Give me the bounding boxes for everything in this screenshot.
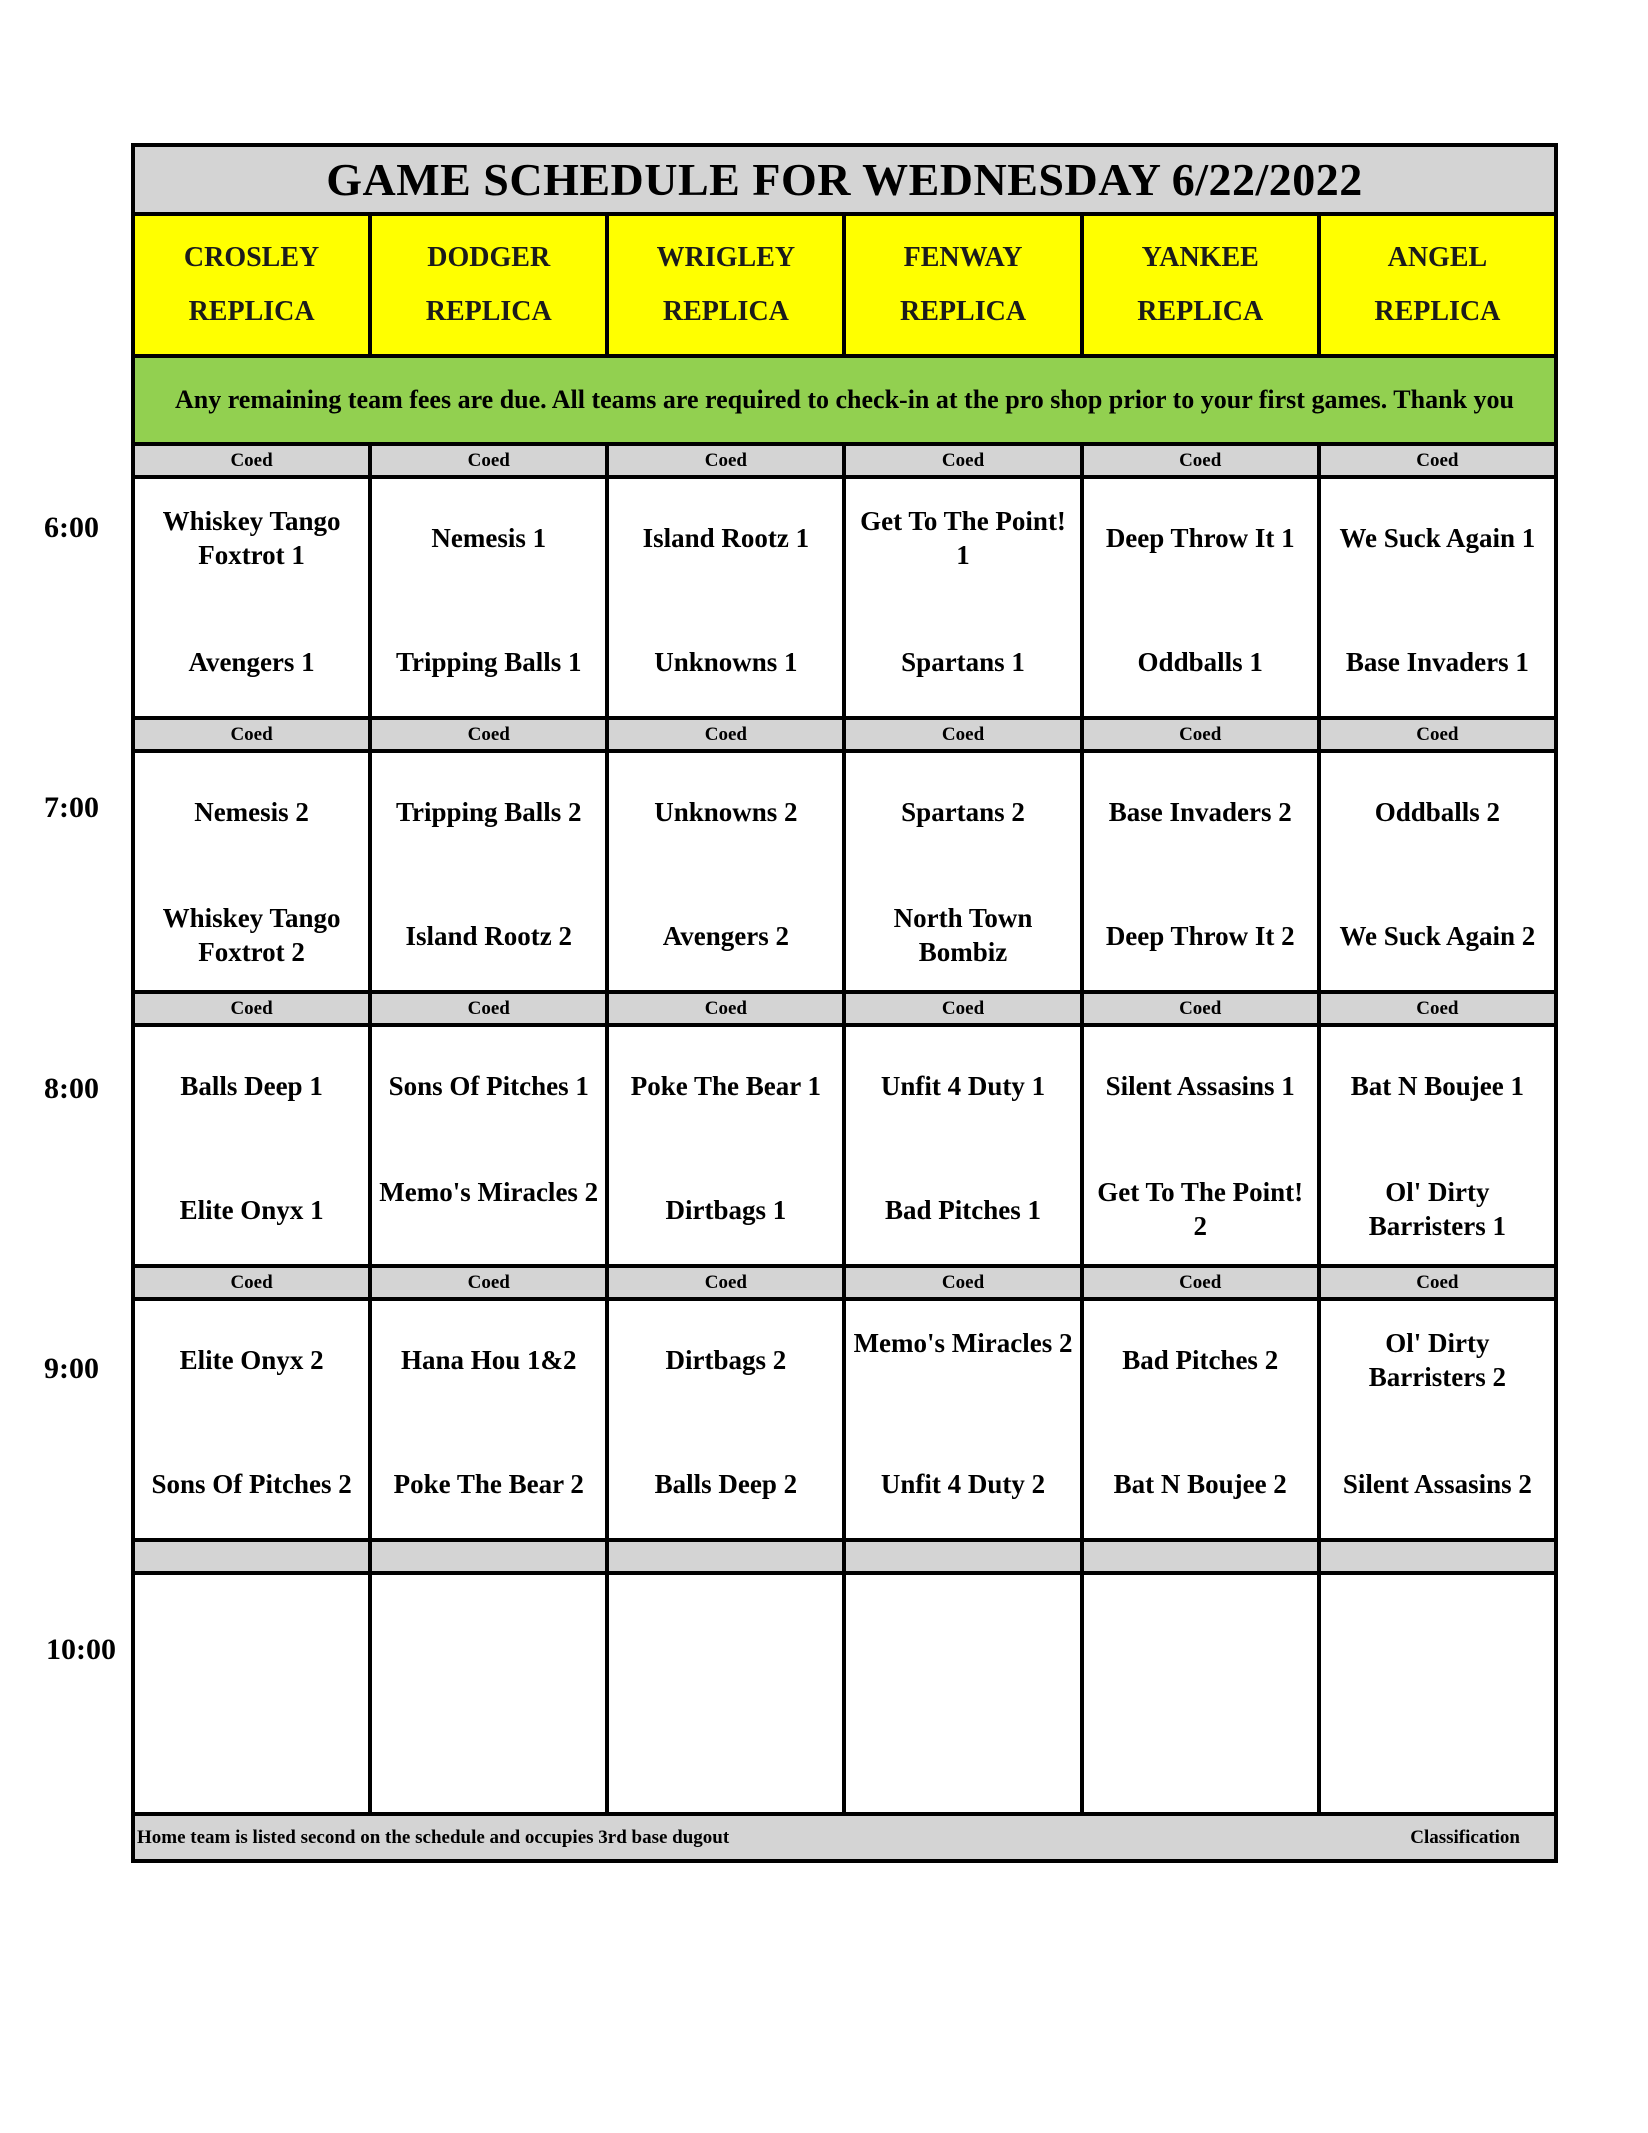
- field-name: WRIGLEY: [656, 242, 796, 273]
- away-team: Base Invaders 2: [1108, 797, 1292, 827]
- home-team: Avengers 2: [662, 921, 789, 951]
- away-team: Bat N Boujee 1: [1350, 1071, 1524, 1101]
- away-team: Nemesis 1: [431, 523, 547, 553]
- home-team: Sons Of Pitches 2: [151, 1469, 352, 1499]
- game-cell: [844, 751, 1081, 992]
- away-team: Deep Throw It 1: [1105, 523, 1295, 553]
- game-cell: [1082, 1025, 1319, 1266]
- classification-cell: Coed: [133, 444, 370, 477]
- game-cell: [133, 1573, 370, 1814]
- home-team: Base Invaders 1: [1345, 647, 1529, 677]
- classification-cell: [607, 1540, 844, 1573]
- field-subtitle: REPLICA: [1137, 296, 1264, 327]
- home-team: Island Rootz 2: [405, 921, 572, 951]
- game-cell: [133, 751, 370, 992]
- footer-bar: [133, 1814, 1556, 1861]
- away-team: Get To The Point! 1: [860, 506, 1066, 570]
- time-label: 7:00: [44, 791, 99, 824]
- away-team: Spartans 2: [901, 797, 1025, 827]
- away-team: Hana Hou 1&2: [400, 1345, 577, 1375]
- classification-cell: Coed: [133, 718, 370, 751]
- classification-cell: [844, 1540, 1081, 1573]
- away-team: Dirtbags 2: [665, 1345, 787, 1375]
- game-cell: [607, 477, 844, 718]
- away-team: Memo's Miracles 2: [853, 1328, 1073, 1358]
- classification-cell: Coed: [844, 718, 1081, 751]
- home-team: Spartans 1: [901, 647, 1025, 677]
- away-team: Poke The Bear 1: [630, 1071, 822, 1101]
- game-row: [133, 477, 1556, 718]
- field-header: [1082, 214, 1319, 356]
- time-label: 10:00: [46, 1633, 116, 1666]
- classification-cell: Coed: [1319, 444, 1556, 477]
- game-cell: [844, 1025, 1081, 1266]
- field-subtitle: REPLICA: [900, 296, 1027, 327]
- page-title: GAME SCHEDULE FOR WEDNESDAY 6/22/2022: [133, 145, 1556, 214]
- classification-row: [133, 1266, 1556, 1299]
- game-cell: [370, 751, 607, 992]
- home-team: Ol' Dirty Barristers 1: [1368, 1177, 1506, 1241]
- game-row: [133, 1299, 1556, 1540]
- field-subtitle: REPLICA: [662, 296, 789, 327]
- home-team: Bat N Boujee 2: [1113, 1469, 1287, 1499]
- notice-banner: Any remaining team fees are due. All teams are required to check-in at the pro shop prior to your first games. Thank you: [133, 356, 1556, 444]
- classification-cell: Coed: [133, 992, 370, 1025]
- game-cell: [1082, 751, 1319, 992]
- game-cell: [1319, 751, 1556, 992]
- classification-cell: Coed: [370, 718, 607, 751]
- game-cell: [370, 1573, 607, 1814]
- away-team: We Suck Again 1: [1339, 523, 1536, 553]
- game-cell: [1319, 1299, 1556, 1540]
- game-cell: [133, 477, 370, 718]
- schedule-table: [131, 143, 1558, 1863]
- game-cell: [844, 1299, 1081, 1540]
- away-team: Tripping Balls 2: [395, 797, 582, 827]
- game-cell: [844, 1573, 1081, 1814]
- away-team: Sons Of Pitches 1: [388, 1071, 589, 1101]
- field-header-row: [133, 214, 1556, 356]
- classification-cell: Coed: [607, 718, 844, 751]
- classification-cell: [133, 1540, 370, 1573]
- field-name: YANKEE: [1141, 242, 1259, 273]
- away-team: Island Rootz 1: [642, 523, 810, 553]
- classification-cell: Coed: [844, 444, 1081, 477]
- field-subtitle: REPLICA: [1374, 296, 1501, 327]
- classification-cell: Coed: [370, 992, 607, 1025]
- classification-cell: Coed: [1082, 444, 1319, 477]
- classification-cell: Coed: [133, 1266, 370, 1299]
- away-team: Whiskey Tango Foxtrot 1: [162, 506, 341, 570]
- classification-cell: Coed: [607, 992, 844, 1025]
- game-cell: [133, 1025, 370, 1266]
- field-subtitle: REPLICA: [425, 296, 552, 327]
- home-team: Oddballs 1: [1137, 647, 1263, 677]
- game-row: [133, 751, 1556, 992]
- away-team: Unfit 4 Duty 1: [880, 1071, 1046, 1101]
- away-team: Unknowns 2: [654, 797, 798, 827]
- classification-cell: Coed: [1082, 718, 1319, 751]
- field-header: [1319, 214, 1556, 356]
- home-team: Unknowns 1: [654, 647, 798, 677]
- classification-cell: Coed: [844, 1266, 1081, 1299]
- field-header: [607, 214, 844, 356]
- classification-row: [133, 444, 1556, 477]
- time-label: 8:00: [44, 1072, 99, 1105]
- home-team: Silent Assasins 2: [1342, 1469, 1532, 1499]
- classification-row: [133, 718, 1556, 751]
- field-name: CROSLEY: [183, 242, 320, 273]
- classification-row: [133, 992, 1556, 1025]
- away-team: Balls Deep 1: [180, 1071, 323, 1101]
- game-cell: [607, 1025, 844, 1266]
- classification-cell: [1082, 1540, 1319, 1573]
- classification-cell: Coed: [1082, 1266, 1319, 1299]
- home-team: Deep Throw It 2: [1105, 921, 1295, 951]
- away-team: Elite Onyx 2: [179, 1345, 324, 1375]
- home-team: Dirtbags 1: [665, 1195, 787, 1225]
- game-cell: [1319, 1573, 1556, 1814]
- game-row: [133, 1025, 1556, 1266]
- classification-row: [133, 1540, 1556, 1573]
- game-cell: [607, 1573, 844, 1814]
- game-cell: [133, 1299, 370, 1540]
- game-cell: [370, 477, 607, 718]
- time-label: 9:00: [44, 1352, 99, 1385]
- home-team: Whiskey Tango Foxtrot 2: [162, 903, 341, 967]
- game-cell: [844, 477, 1081, 718]
- classification-cell: Coed: [607, 1266, 844, 1299]
- field-header: [844, 214, 1081, 356]
- time-label: 6:00: [44, 511, 99, 544]
- field-name: ANGEL: [1387, 242, 1488, 273]
- game-cell: [607, 1299, 844, 1540]
- game-cell: [370, 1299, 607, 1540]
- classification-cell: [370, 1540, 607, 1573]
- game-cell: [607, 751, 844, 992]
- home-team: Tripping Balls 1: [395, 647, 582, 677]
- classification-cell: Coed: [1319, 992, 1556, 1025]
- field-name: FENWAY: [903, 242, 1023, 273]
- classification-cell: Coed: [844, 992, 1081, 1025]
- away-team: Oddballs 2: [1374, 797, 1501, 827]
- classification-cell: Coed: [370, 1266, 607, 1299]
- home-team: Avengers 1: [188, 647, 315, 677]
- field-subtitle: REPLICA: [188, 296, 315, 327]
- away-team: Silent Assasins 1: [1105, 1071, 1295, 1101]
- game-cell: [1082, 477, 1319, 718]
- game-cell: [1082, 1573, 1319, 1814]
- classification-cell: Coed: [1082, 992, 1319, 1025]
- home-team: We Suck Again 2: [1339, 921, 1536, 951]
- footer-classification-label: Classification: [1410, 1826, 1520, 1848]
- home-team: Balls Deep 2: [654, 1469, 798, 1499]
- classification-cell: Coed: [607, 444, 844, 477]
- game-row: [133, 1573, 1556, 1814]
- classification-cell: Coed: [1319, 1266, 1556, 1299]
- game-cell: [1319, 1025, 1556, 1266]
- field-name: DODGER: [427, 242, 551, 273]
- home-team: Bad Pitches 1: [885, 1195, 1042, 1225]
- game-cell: [370, 1025, 607, 1266]
- home-team: Unfit 4 Duty 2: [880, 1469, 1046, 1499]
- game-cell: [1082, 1299, 1319, 1540]
- home-team: Elite Onyx 1: [179, 1195, 324, 1225]
- footer-note: Home team is listed second on the schedule and occupies 3rd base dugout: [137, 1826, 730, 1848]
- home-team: North Town Bombiz: [893, 903, 1033, 967]
- classification-cell: Coed: [370, 444, 607, 477]
- field-header: [370, 214, 607, 356]
- game-cell: [1319, 477, 1556, 718]
- classification-cell: [1319, 1540, 1556, 1573]
- classification-cell: Coed: [1319, 718, 1556, 751]
- field-header: [133, 214, 370, 356]
- home-team: Get To The Point! 2: [1097, 1177, 1304, 1241]
- away-team: Bad Pitches 2: [1122, 1345, 1279, 1375]
- away-team: Ol' Dirty Barristers 2: [1368, 1328, 1506, 1392]
- home-team: Poke The Bear 2: [393, 1469, 584, 1499]
- home-team: Memo's Miracles 2: [379, 1177, 599, 1207]
- away-team: Nemesis 2: [194, 797, 309, 827]
